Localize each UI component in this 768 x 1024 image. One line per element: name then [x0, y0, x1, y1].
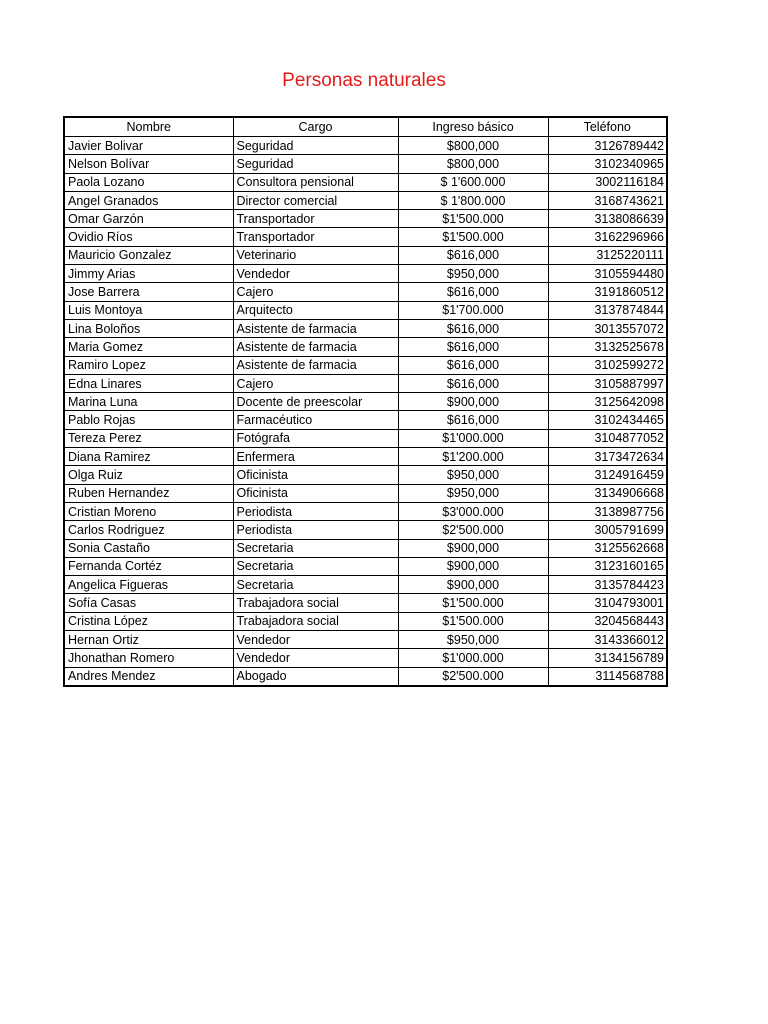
- cell-ingreso: $1'000.000: [398, 429, 548, 447]
- cell-nombre: Hernan Ortiz: [64, 631, 233, 649]
- table-row: [64, 356, 667, 374]
- cell-ingreso: $2'500.000: [398, 667, 548, 686]
- cell-cargo: Cajero: [233, 283, 398, 301]
- cell-telefono: 3204568443: [548, 612, 667, 630]
- table-row: [64, 576, 667, 594]
- cell-telefono: 3005791699: [548, 521, 667, 539]
- cell-cargo: Veterinario: [233, 246, 398, 264]
- cell-telefono: 3104793001: [548, 594, 667, 612]
- cell-nombre: Mauricio Gonzalez: [64, 246, 233, 264]
- cell-cargo: Arquitecto: [233, 301, 398, 319]
- table-body: [64, 137, 667, 686]
- cell-ingreso: $616,000: [398, 246, 548, 264]
- cell-ingreso: $950,000: [398, 484, 548, 502]
- cell-telefono: 3123160165: [548, 557, 667, 575]
- cell-ingreso: $616,000: [398, 319, 548, 337]
- cell-telefono: 3138086639: [548, 210, 667, 228]
- table-row: [64, 521, 667, 539]
- cell-ingreso: $616,000: [398, 356, 548, 374]
- cell-nombre: Jimmy Arias: [64, 265, 233, 283]
- cell-cargo: Fotógrafa: [233, 429, 398, 447]
- cell-cargo: Secretaria: [233, 576, 398, 594]
- table-row: [64, 155, 667, 173]
- cell-cargo: Vendedor: [233, 265, 398, 283]
- cell-nombre: Sofía Casas: [64, 594, 233, 612]
- cell-ingreso: $1'200.000: [398, 448, 548, 466]
- cell-nombre: Andres Mendez: [64, 667, 233, 686]
- cell-ingreso: $1'700.000: [398, 301, 548, 319]
- table-row: [64, 137, 667, 155]
- cell-cargo: Vendedor: [233, 649, 398, 667]
- cell-telefono: 3135784423: [548, 576, 667, 594]
- cell-cargo: Vendedor: [233, 631, 398, 649]
- cell-cargo: Oficinista: [233, 466, 398, 484]
- table-row: [64, 466, 667, 484]
- cell-telefono: 3124916459: [548, 466, 667, 484]
- cell-nombre: Pablo Rojas: [64, 411, 233, 429]
- table-row: [64, 448, 667, 466]
- cell-ingreso: $900,000: [398, 576, 548, 594]
- cell-cargo: Farmacéutico: [233, 411, 398, 429]
- cell-cargo: Transportador: [233, 210, 398, 228]
- cell-nombre: Carlos Rodriguez: [64, 521, 233, 539]
- page-title: [0, 70, 728, 92]
- cell-cargo: Enfermera: [233, 448, 398, 466]
- cell-telefono: 3134156789: [548, 649, 667, 667]
- cell-telefono: 3162296966: [548, 228, 667, 246]
- cell-ingreso: $950,000: [398, 265, 548, 283]
- cell-cargo: Abogado: [233, 667, 398, 686]
- cell-telefono: 3173472634: [548, 448, 667, 466]
- table-row: [64, 319, 667, 337]
- table-row: [64, 191, 667, 209]
- cell-telefono: 3125220111: [548, 246, 667, 264]
- cell-telefono: 3002116184: [548, 173, 667, 191]
- cell-ingreso: $900,000: [398, 393, 548, 411]
- table-row: [64, 301, 667, 319]
- cell-telefono: 3102434465: [548, 411, 667, 429]
- cell-nombre: Olga Ruiz: [64, 466, 233, 484]
- cell-cargo: Trabajadora social: [233, 612, 398, 630]
- table-row: [64, 667, 667, 686]
- cell-ingreso: $616,000: [398, 283, 548, 301]
- cell-telefono: 3105594480: [548, 265, 667, 283]
- cell-cargo: Secretaria: [233, 539, 398, 557]
- cell-nombre: Cristian Moreno: [64, 502, 233, 520]
- cell-telefono: 3102599272: [548, 356, 667, 374]
- cell-cargo: Cajero: [233, 374, 398, 392]
- header-ingreso: Ingreso básico: [398, 117, 548, 137]
- cell-ingreso: $616,000: [398, 374, 548, 392]
- cell-ingreso: $950,000: [398, 631, 548, 649]
- cell-nombre: Angelica Figueras: [64, 576, 233, 594]
- cell-nombre: Ruben Hernandez: [64, 484, 233, 502]
- cell-cargo: Oficinista: [233, 484, 398, 502]
- cell-cargo: Docente de preescolar: [233, 393, 398, 411]
- cell-telefono: 3102340965: [548, 155, 667, 173]
- cell-nombre: Sonia Castaño: [64, 539, 233, 557]
- cell-ingreso: $800,000: [398, 137, 548, 155]
- cell-nombre: Edna Linares: [64, 374, 233, 392]
- cell-telefono: 3143366012: [548, 631, 667, 649]
- table-row: [64, 173, 667, 191]
- table-row: [64, 429, 667, 447]
- cell-cargo: Periodista: [233, 521, 398, 539]
- cell-telefono: 3134906668: [548, 484, 667, 502]
- cell-nombre: Ovidio Ríos: [64, 228, 233, 246]
- cell-nombre: Omar Garzón: [64, 210, 233, 228]
- cell-ingreso: $1'500.000: [398, 228, 548, 246]
- cell-nombre: Fernanda Cortéz: [64, 557, 233, 575]
- cell-nombre: Javier Bolivar: [64, 137, 233, 155]
- personas-table: [63, 116, 668, 687]
- table-row: [64, 539, 667, 557]
- cell-nombre: Diana Ramirez: [64, 448, 233, 466]
- cell-ingreso: $900,000: [398, 557, 548, 575]
- cell-nombre: Cristina López: [64, 612, 233, 630]
- header-telefono: Teléfono: [548, 117, 667, 137]
- cell-telefono: 3126789442: [548, 137, 667, 155]
- cell-ingreso: $1'500.000: [398, 594, 548, 612]
- cell-nombre: Nelson Bolívar: [64, 155, 233, 173]
- cell-cargo: Secretaria: [233, 557, 398, 575]
- cell-telefono: 3137874844: [548, 301, 667, 319]
- cell-ingreso: $950,000: [398, 466, 548, 484]
- table-row: [64, 411, 667, 429]
- cell-cargo: Seguridad: [233, 155, 398, 173]
- cell-ingreso: $2'500.000: [398, 521, 548, 539]
- cell-telefono: 3105887997: [548, 374, 667, 392]
- cell-nombre: Marina Luna: [64, 393, 233, 411]
- cell-ingreso: $3'000.000: [398, 502, 548, 520]
- table-header-row: [64, 117, 667, 137]
- cell-telefono: 3114568788: [548, 667, 667, 686]
- cell-ingreso: $ 1'800.000: [398, 191, 548, 209]
- cell-cargo: Asistente de farmacia: [233, 356, 398, 374]
- cell-nombre: Jose Barrera: [64, 283, 233, 301]
- cell-telefono: 3191860512: [548, 283, 667, 301]
- cell-ingreso: $ 1'600.000: [398, 173, 548, 191]
- cell-telefono: 3013557072: [548, 319, 667, 337]
- cell-telefono: 3138987756: [548, 502, 667, 520]
- cell-telefono: 3104877052: [548, 429, 667, 447]
- cell-nombre: Tereza Perez: [64, 429, 233, 447]
- table-row: [64, 246, 667, 264]
- table-row: [64, 594, 667, 612]
- table-row: [64, 649, 667, 667]
- cell-ingreso: $1'500.000: [398, 210, 548, 228]
- table-row: [64, 484, 667, 502]
- cell-ingreso: $1'500.000: [398, 612, 548, 630]
- table-row: [64, 502, 667, 520]
- cell-telefono: 3132525678: [548, 338, 667, 356]
- cell-nombre: Ramiro Lopez: [64, 356, 233, 374]
- table-row: [64, 338, 667, 356]
- cell-cargo: Consultora pensional: [233, 173, 398, 191]
- cell-ingreso: $800,000: [398, 155, 548, 173]
- page-title-text: Personas naturales: [282, 70, 446, 91]
- cell-telefono: 3168743621: [548, 191, 667, 209]
- header-cargo: Cargo: [233, 117, 398, 137]
- table-row: [64, 612, 667, 630]
- cell-nombre: Maria Gomez: [64, 338, 233, 356]
- table-row: [64, 210, 667, 228]
- cell-nombre: Lina Boloños: [64, 319, 233, 337]
- cell-cargo: Trabajadora social: [233, 594, 398, 612]
- cell-nombre: Luis Montoya: [64, 301, 233, 319]
- cell-telefono: 3125562668: [548, 539, 667, 557]
- table-row: [64, 557, 667, 575]
- cell-cargo: Seguridad: [233, 137, 398, 155]
- cell-ingreso: $1'000.000: [398, 649, 548, 667]
- table-row: [64, 265, 667, 283]
- header-nombre: Nombre: [64, 117, 233, 137]
- cell-nombre: Angel Granados: [64, 191, 233, 209]
- table-row: [64, 228, 667, 246]
- cell-telefono: 3125642098: [548, 393, 667, 411]
- cell-ingreso: $616,000: [398, 338, 548, 356]
- cell-nombre: Jhonathan Romero: [64, 649, 233, 667]
- cell-cargo: Periodista: [233, 502, 398, 520]
- table-row: [64, 393, 667, 411]
- cell-ingreso: $616,000: [398, 411, 548, 429]
- table-row: [64, 631, 667, 649]
- cell-nombre: Paola Lozano: [64, 173, 233, 191]
- cell-ingreso: $900,000: [398, 539, 548, 557]
- cell-cargo: Director comercial: [233, 191, 398, 209]
- cell-cargo: Transportador: [233, 228, 398, 246]
- table-row: [64, 374, 667, 392]
- cell-cargo: Asistente de farmacia: [233, 338, 398, 356]
- cell-cargo: Asistente de farmacia: [233, 319, 398, 337]
- table-row: [64, 283, 667, 301]
